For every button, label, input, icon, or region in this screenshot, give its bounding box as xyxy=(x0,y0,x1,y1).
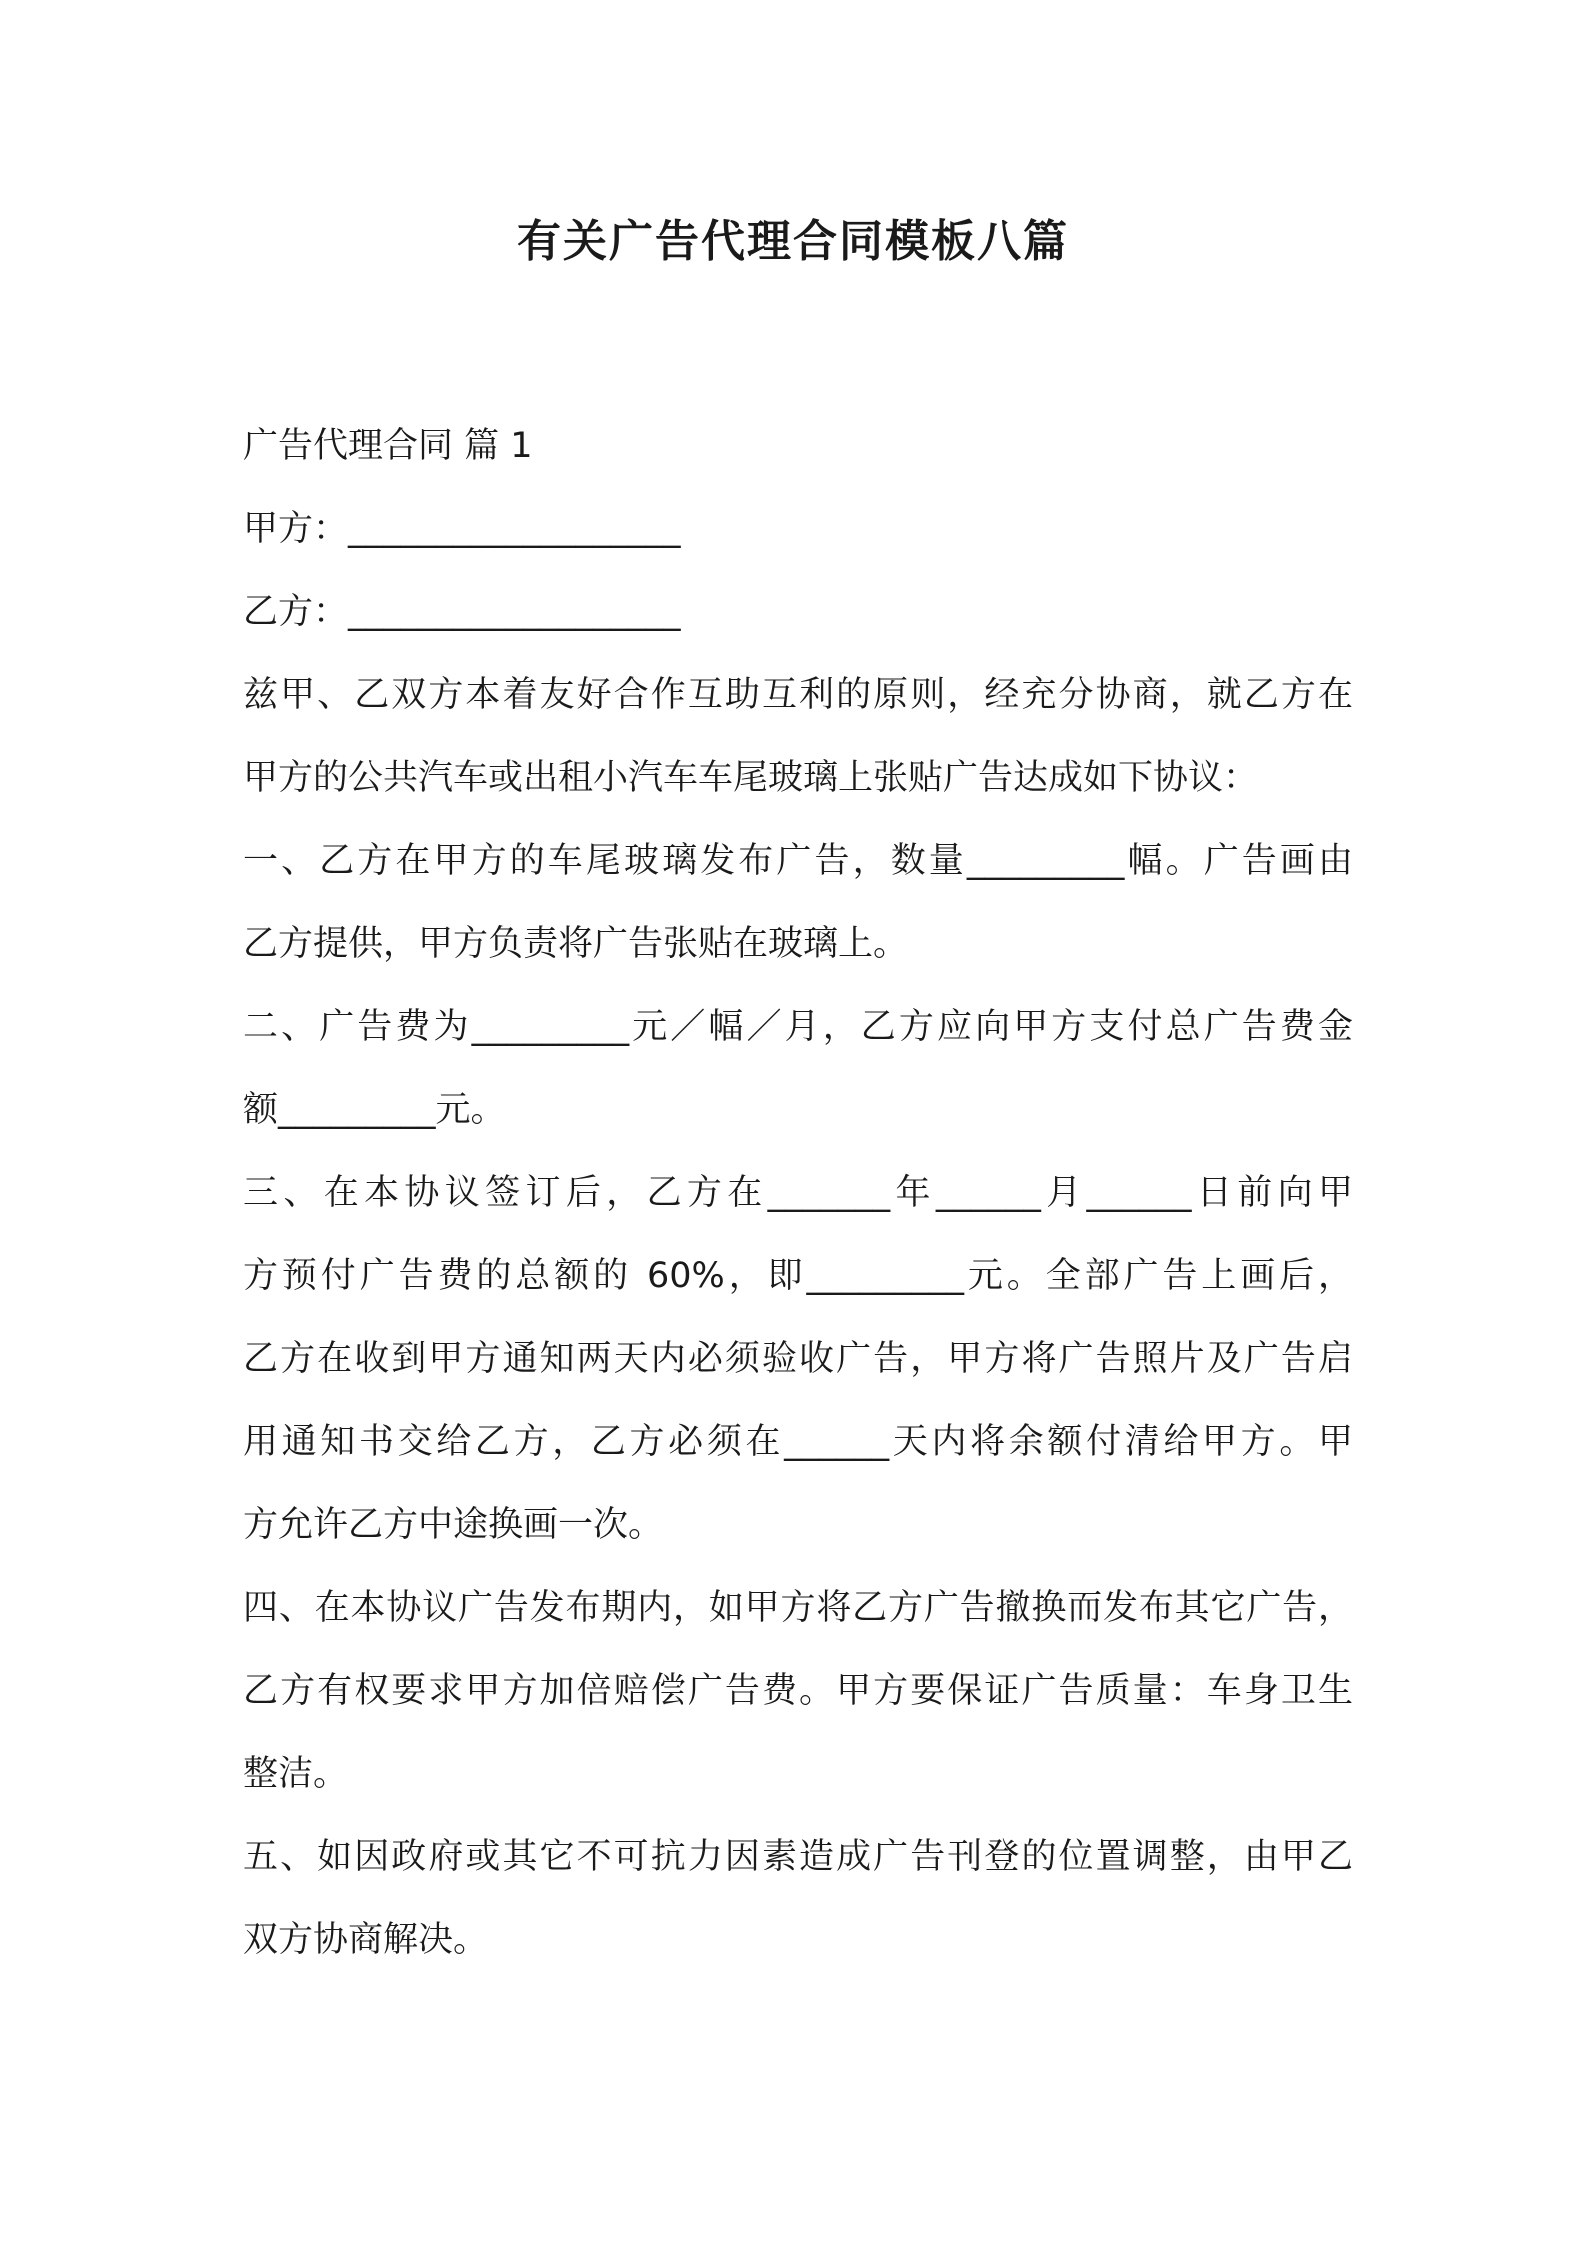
document-title: 有关广告代理合同模板八篇 xyxy=(517,216,1069,267)
paragraph-line: 一、乙方在甲方的车尾玻璃发布广告，数量_________幅。广告画由 xyxy=(243,841,1353,881)
paragraph-line: 乙方在收到甲方通知两天内必须验收广告，甲方将广告照片及广告启 xyxy=(243,1339,1353,1379)
paragraph-line: 四、在本协议广告发布期内，如甲方将乙方广告撤换而发布其它广告， xyxy=(243,1588,1353,1628)
paragraph-line: 双方协商解决。 xyxy=(243,1920,489,1960)
paragraph-line: 乙方有权要求甲方加倍赔偿广告费。甲方要保证广告质量：车身卫生 xyxy=(243,1671,1353,1711)
paragraph-line: 三、在本协议签订后，乙方在_______年______月______日前向甲 xyxy=(243,1173,1353,1213)
paragraph-line: 甲方的公共汽车或出租小汽车车尾玻璃上张贴广告达成如下协议： xyxy=(243,758,1259,798)
paragraph-line: 乙方提供，甲方负责将广告张贴在玻璃上。 xyxy=(243,924,909,964)
party-b-line: 乙方：___________________ xyxy=(243,592,681,632)
paragraph-line: 用通知书交给乙方，乙方必须在______天内将余额付清给甲方。甲 xyxy=(243,1422,1353,1462)
paragraph-line: 二、广告费为_________元／幅／月，乙方应向甲方支付总广告费金 xyxy=(243,1007,1353,1047)
party-a-line: 甲方：___________________ xyxy=(243,509,681,549)
section-heading: 广告代理合同 篇 1 xyxy=(243,426,533,466)
paragraph-line: 方允许乙方中途换画一次。 xyxy=(243,1505,664,1545)
paragraph-line: 方预付广告费的总额的 60%，即_________元。全部广告上画后， xyxy=(243,1256,1353,1296)
paragraph-line: 额_________元。 xyxy=(243,1090,506,1130)
paragraph-line: 兹甲、乙双方本着友好合作互助互利的原则，经充分协商，就乙方在 xyxy=(243,675,1353,715)
paragraph-line: 五、如因政府或其它不可抗力因素造成广告刊登的位置调整，由甲乙 xyxy=(243,1837,1353,1877)
document-body xyxy=(243,405,1353,1982)
paragraph-line: 整洁。 xyxy=(243,1754,349,1794)
